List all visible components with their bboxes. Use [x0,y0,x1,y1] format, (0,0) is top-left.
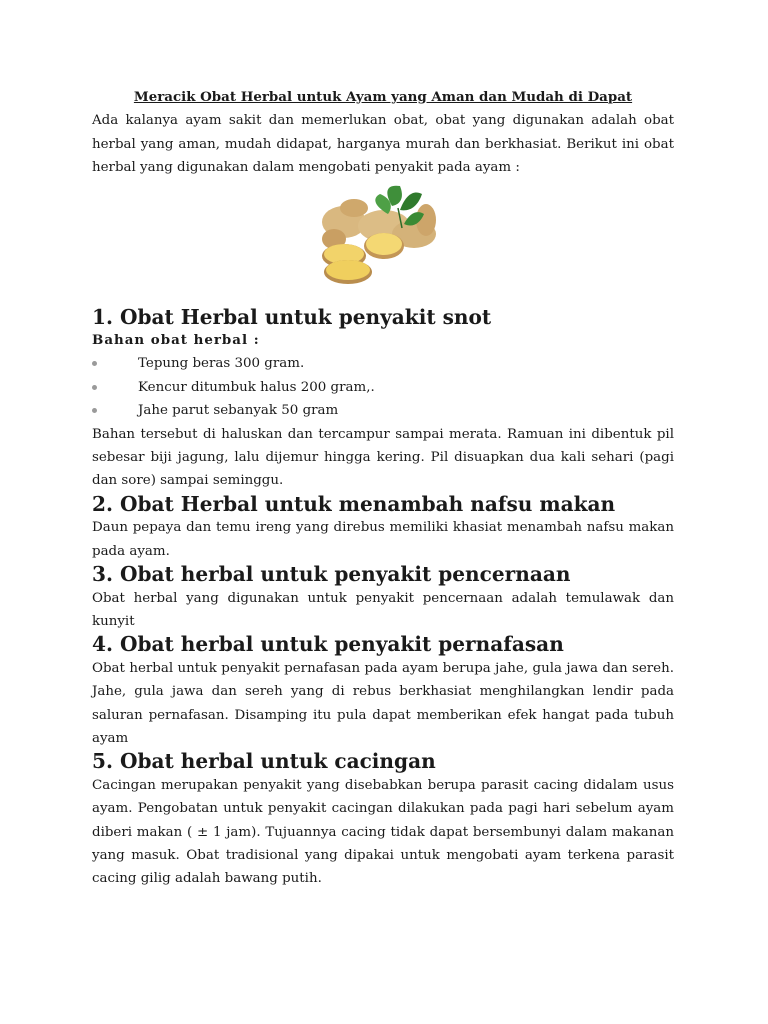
list-item-text: Jahe parut sebanyak 50 gram [138,403,339,419]
intro-paragraph: Ada kalanya ayam sakit dan memerlukan obat, obat yang digunakan adalah obat herbal yang aman, mudah didapat, harganya murah dan berkhasiat. Berikut ini obat herbal yang digunakan dalam mengobati penyakit pada ayam : [92,113,674,176]
bullet-icon [92,385,97,390]
list-item [92,352,674,375]
bullet-icon [92,361,97,366]
document-page [92,86,674,891]
list-item [92,399,674,422]
section-4-body: Obat herbal untuk penyakit pernafasan pada ayam berupa jahe, gula jawa dan sereh. Jahe, gula jawa dan sereh yang di rebus berkhasiat menghilangkan lendir pada saluran pernafasan. Disamping itu pula dapat memberikan efek hangat pada tubuh ayam [92,660,674,746]
ginger-leaf-icon [314,184,444,288]
ingredient-list [92,352,674,422]
section-4-heading: 4. Obat herbal untuk penyakit pernafasan [92,632,564,657]
list-item [92,376,674,399]
section-3-heading: 3. Obat herbal untuk penyakit pencernaan [92,562,571,587]
ginger-image [92,180,674,306]
section-2-body: Daun pepaya dan temu ireng yang direbus memiliki khasiat menambah nafsu makan pada ayam. [92,520,674,559]
bullet-icon [92,408,97,413]
section-1-heading: 1. Obat Herbal untuk penyakit snot [92,304,492,329]
list-item-text: Tepung beras 300 gram. [138,356,305,372]
section-3-body: Obat herbal yang digunakan untuk penyakit pencernaan adalah temulawak dan kunyit [92,590,674,629]
section-5-heading: 5. Obat herbal untuk cacingan [92,749,436,774]
page-title: Meracik Obat Herbal untuk Ayam yang Aman dan Mudah di Dapat [133,89,633,105]
section-1-body: Bahan tersebut di haluskan dan tercampur sampai merata. Ramuan ini dibentuk pil sebesar biji jagung, lalu dijemur hingga kering. Pil disuapkan dua kali sehari (pagi dan sore) sampai seminggu. [92,426,674,489]
section-1-subheading: Bahan obat herbal : [92,332,260,349]
list-item-text: Kencur ditumbuk halus 200 gram,. [138,379,375,395]
section-5-body: Cacingan merupakan penyakit yang disebabkan berupa parasit cacing didalam usus ayam. Pengobatan untuk penyakit cacingan dilakukan pada pagi hari sebelum ayam diberi makan ( ± 1 jam). Tujuannya cacing tidak dapat bersembunyi dalam makanan yang masuk. Obat tradisional yang dipakai untuk mengobati ayam terkena parasit cacing gilig adalah bawang putih. [92,777,674,887]
section-2-heading: 2. Obat Herbal untuk menambah nafsu makan [92,491,616,516]
